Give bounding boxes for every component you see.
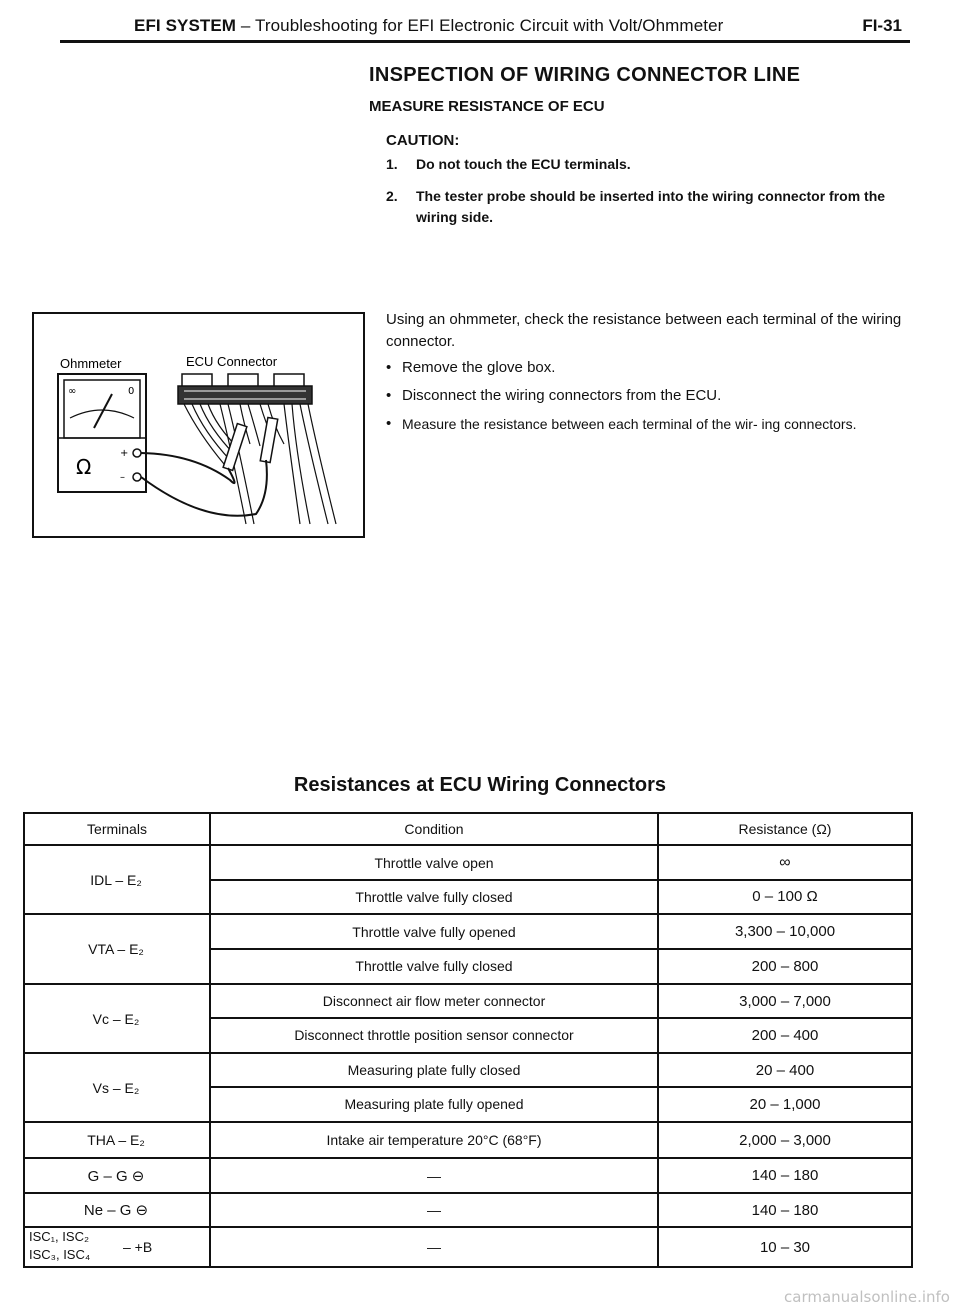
step-text: Disconnect the wiring connectors from the ECU.: [402, 387, 722, 404]
column-header-terminals: Terminals: [87, 821, 147, 837]
terminal-cell-isc: [29, 1228, 125, 1266]
caution-item-text: The tester probe should be inserted into the wiring connector from the wiring side.: [416, 188, 886, 225]
terminal-cell: G – G ⊖: [87, 1167, 145, 1185]
terminal-isc-line1: ISC₁, ISC₂: [29, 1229, 89, 1244]
resistance-table: [23, 812, 913, 1268]
ohmmeter-illustration: [34, 314, 363, 536]
resistance-cell: 2,000 – 3,000: [739, 1131, 831, 1149]
bullet-icon: •: [386, 359, 392, 376]
condition-cell: —: [427, 1202, 441, 1218]
condition-cell: Disconnect air flow meter connector: [322, 993, 546, 1009]
watermark-text: carmanualsonline.info: [784, 1288, 950, 1306]
bullet-icon: •: [386, 415, 392, 432]
terminal-cell: IDL – E₂: [90, 871, 142, 888]
caution-item-number: 2.: [386, 188, 398, 204]
terminal-isc-suffix: – +B: [123, 1239, 153, 1255]
header-section: EFI SYSTEM: [134, 16, 237, 35]
ecu-connector-icon: [141, 374, 336, 524]
table-title: Resistances at ECU Wiring Connectors: [293, 774, 667, 796]
page-header: [60, 10, 910, 42]
terminal-cell: Vs – E₂: [92, 1079, 140, 1096]
condition-cell: Measuring plate fully opened: [344, 1096, 524, 1112]
caution-item: [386, 186, 916, 230]
step-item: [386, 385, 916, 407]
resistance-cell: 140 – 180: [751, 1167, 819, 1184]
condition-cell: —: [427, 1239, 441, 1255]
header-title: [134, 16, 723, 36]
header-rule: [60, 40, 910, 43]
resistance-cell: 20 – 1,000: [749, 1095, 821, 1113]
condition-cell: Throttle valve fully opened: [352, 923, 516, 940]
terminal-cell: VTA – E₂: [88, 941, 144, 957]
resistance-cell: 200 – 400: [751, 1026, 819, 1044]
step-text: Remove the glove box.: [402, 359, 556, 376]
caution-item-text: Do not touch the ECU terminals.: [416, 156, 631, 172]
table-border-bottom: [23, 1266, 913, 1268]
resistance-cell: 20 – 400: [755, 1061, 815, 1079]
terminal-cell: Vc – E₂: [92, 1010, 140, 1027]
terminal-cell: THA – E₂: [87, 1132, 145, 1148]
condition-cell: Throttle valve fully closed: [355, 958, 513, 974]
ecu-connector-label: ECU Connector: [186, 354, 278, 369]
ohmmeter-figure: [32, 312, 365, 538]
step-item: [386, 413, 916, 457]
resistance-cell: 0 – 100 Ω: [752, 888, 818, 905]
caution-label: CAUTION:: [386, 132, 460, 149]
resistance-cell: ∞: [779, 853, 791, 871]
condition-cell: Disconnect throttle position sensor connector: [294, 1027, 574, 1043]
intro-paragraph: Using an ohmmeter, check the resistance between each terminal of the wiring connector.: [386, 311, 902, 350]
condition-cell: Throttle valve fully closed: [355, 888, 513, 905]
minus-terminal-label: –: [120, 472, 125, 483]
column-header-condition: Condition: [404, 821, 464, 837]
resistance-cell: 3,300 – 10,000: [734, 923, 836, 940]
terminal-isc-line2: ISC₃, ISC₄: [29, 1247, 91, 1262]
column-header-resistance: Resistance (Ω): [738, 821, 832, 837]
scale-infinity: ∞: [68, 386, 77, 397]
step-item: [386, 357, 916, 379]
ohmmeter-icon: [58, 374, 146, 492]
resistance-cell: 200 – 800: [751, 957, 819, 975]
plus-terminal-label: +: [120, 448, 129, 459]
condition-cell: Throttle valve open: [374, 854, 494, 871]
ohm-symbol: Ω: [76, 455, 92, 479]
resistance-cell: 3,000 – 7,000: [739, 992, 831, 1010]
step-text: Measure the resistance between each terminal of the wir- ing connectors.: [402, 416, 857, 432]
ohmmeter-label: Ohmmeter: [60, 356, 122, 371]
condition-cell: Measuring plate fully closed: [347, 1062, 521, 1078]
terminal-cell: Ne – G ⊖: [83, 1202, 149, 1219]
resistance-cell: 10 – 30: [759, 1238, 811, 1256]
resistance-cell: 140 – 180: [751, 1201, 819, 1219]
header-subtitle: – Troubleshooting for EFI Electronic Circuit with Volt/Ohmmeter: [236, 16, 724, 35]
section-heading: INSPECTION OF WIRING CONNECTOR LINE: [369, 64, 801, 86]
condition-cell: Intake air temperature 20°C (68°F): [326, 1132, 542, 1148]
bullet-icon: •: [386, 387, 392, 404]
caution-item: [386, 154, 916, 176]
scale-zero: 0: [128, 386, 135, 397]
page-number: FI-31: [862, 16, 902, 35]
section-subheading: MEASURE RESISTANCE OF ECU: [369, 98, 605, 115]
caution-item-number: 1.: [386, 156, 398, 172]
condition-cell: —: [427, 1167, 441, 1184]
